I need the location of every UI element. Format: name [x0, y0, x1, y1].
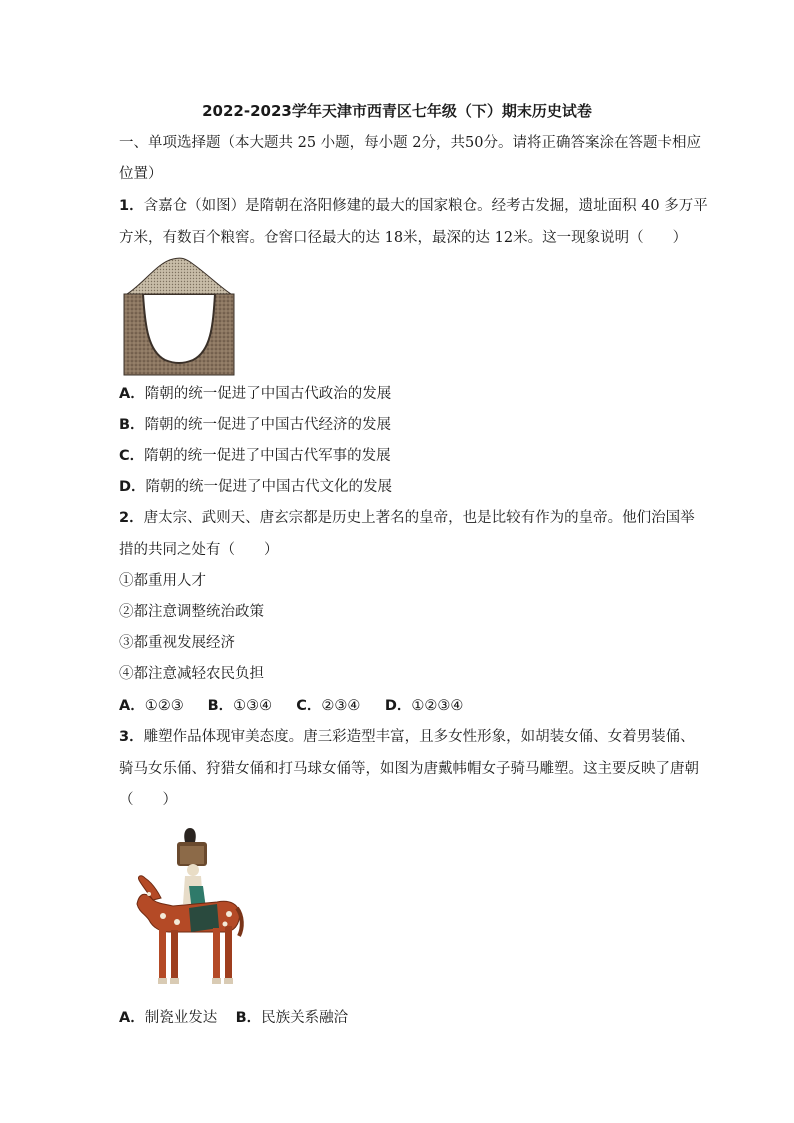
q2-line2: 措的共同之处有（ ）: [119, 542, 279, 558]
q1-option-d-letter: D．: [119, 479, 146, 495]
q1-option-c-letter: C．: [119, 448, 145, 464]
q1-option-a[interactable]: [119, 384, 391, 404]
q2-statement-4: ④都注意减轻农民负担: [119, 666, 264, 682]
q3-line3: （ ）: [119, 792, 177, 808]
q3-line2: 骑马女乐俑、狩猎女俑和打马球女俑等，如图为唐戴帏帽女子骑马雕塑。这主要反映了唐朝: [119, 761, 699, 777]
q2-option-a-text: ①②③: [144, 698, 184, 714]
q2-options-row: [119, 696, 463, 716]
q2-option-a-letter: A．: [119, 698, 145, 714]
q3-line1: [119, 727, 695, 747]
q2-option-d-letter: D．: [384, 698, 412, 714]
q3-option-b[interactable]: [236, 1008, 349, 1028]
section-heading-line2: 位置）: [119, 166, 163, 182]
q1-option-c-text: 隋朝的统一促进了中国古代军事的发展: [144, 448, 391, 464]
section-heading-line1: 一、单项选择题（本大题共 25 小题，每小题 2分，共50分。请将正确答案涂在答题卡相应: [119, 135, 701, 151]
q3-option-a-text: 制瓷业发达: [144, 1010, 218, 1026]
q2-line1: [119, 508, 695, 528]
q1-option-a-letter: A．: [119, 386, 145, 402]
q2-option-b-text: ①③④: [233, 698, 273, 714]
q3-number: 3．: [119, 729, 144, 745]
q1-number: 1．: [119, 198, 144, 214]
q2-option-b-letter: B．: [207, 698, 234, 714]
q3-options-row: [119, 1008, 348, 1028]
q1-option-d-text: 隋朝的统一促进了中国古代文化的发展: [145, 479, 393, 495]
q3-option-b-letter: B．: [235, 1010, 262, 1026]
page-title: 2022-2023学年天津市西青区七年级（下）期末历史试卷: [202, 102, 592, 120]
granary-pit-illustration: [123, 256, 235, 376]
q3-text-line1: 雕塑作品体现审美态度。唐三彩造型丰富，且多女性形象，如胡装女俑、女着男装俑、: [143, 729, 695, 745]
q1-option-b-letter: B．: [119, 417, 145, 433]
q1-text-line1: 含嘉仓（如图）是隋朝在洛阳修建的最大的国家粮仓。经考古发掘，遗址面积 40 多万平: [143, 198, 708, 214]
q1-option-c[interactable]: [119, 446, 391, 466]
q2-option-c-letter: C．: [296, 698, 322, 714]
q2-option-d-text: ①②③④: [411, 698, 464, 714]
q1-line2: 方米，有数百个粮窖。仓窖口径最大的达 18米，最深的达 12米。这一现象说明（ ）: [119, 230, 688, 246]
q1-option-d[interactable]: [119, 477, 392, 497]
q2-option-c-text: ②③④: [321, 698, 361, 714]
q1-option-b[interactable]: [119, 415, 391, 435]
q2-text-line1: 唐太宗、武则天、唐玄宗都是历史上著名的皇帝，也是比较有作为的皇帝。他们治国举: [143, 510, 695, 526]
tang-sancai-horse-rider-illustration: [133, 824, 245, 994]
q3-option-b-text: 民族关系融洽: [261, 1010, 349, 1026]
q1-line1: [119, 196, 708, 216]
q2-option-a[interactable]: [119, 696, 203, 716]
q1-option-a-text: 隋朝的统一促进了中国古代政治的发展: [144, 386, 392, 402]
q3-option-a[interactable]: [119, 1008, 231, 1028]
q3-option-a-letter: A．: [119, 1010, 145, 1026]
q2-option-c[interactable]: [296, 696, 380, 716]
q2-statement-2: ②都注意调整统治政策: [119, 604, 264, 620]
q1-option-b-text: 隋朝的统一促进了中国古代经济的发展: [144, 417, 392, 433]
q2-statement-3: ③都重视发展经济: [119, 635, 235, 651]
q2-statement-1: ①都重用人才: [119, 573, 206, 589]
q2-number: 2．: [119, 510, 144, 526]
q2-option-d[interactable]: [385, 696, 464, 716]
q2-option-b[interactable]: [208, 696, 292, 716]
